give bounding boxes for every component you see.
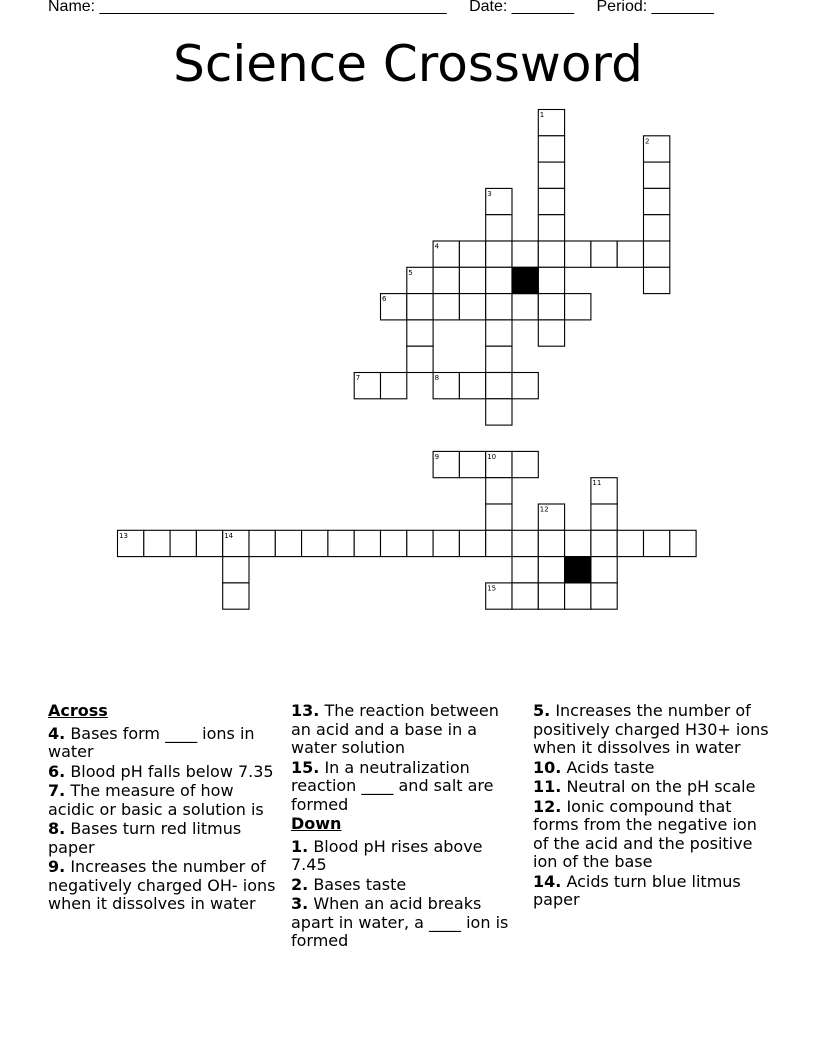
clue-text: Ionic compound that forms from the negative ion of the acid and the positive ion of the base — [533, 796, 757, 871]
clue-across-7 — [48, 782, 282, 819]
cell-number: 5 — [408, 268, 413, 277]
clue-text: In a neutralization reaction ____ and salt are formed — [291, 757, 494, 814]
down-heading: Down — [291, 814, 342, 833]
grid-cell[interactable] — [459, 267, 485, 293]
grid-cell[interactable] — [486, 267, 512, 293]
clue-down-12 — [533, 798, 769, 872]
grid-cell[interactable] — [644, 267, 670, 293]
clue-down-11 — [533, 778, 769, 797]
grid-cell[interactable] — [565, 241, 591, 267]
clue-number: 5. — [533, 701, 551, 720]
clue-number: 2. — [291, 874, 309, 894]
cell-number: 12 — [539, 505, 549, 514]
clue-down-14 — [533, 873, 769, 910]
grid-cell[interactable] — [486, 373, 512, 399]
grid-cell[interactable] — [512, 583, 538, 609]
clues-column-3 — [533, 702, 769, 911]
grid-cell[interactable] — [538, 136, 564, 162]
page-title: Science Crossword — [173, 35, 643, 93]
grid-cell[interactable] — [591, 241, 617, 267]
grid-cell[interactable] — [538, 557, 564, 583]
grid-cell[interactable] — [459, 530, 485, 556]
grid-cell[interactable] — [459, 373, 485, 399]
blocked-cell — [512, 267, 538, 293]
clue-text: Acids turn blue litmus paper — [533, 871, 741, 909]
clue-across-6 — [48, 763, 282, 782]
grid-cell[interactable] — [486, 478, 512, 504]
clues-column-1 — [48, 702, 282, 915]
grid-cell[interactable] — [223, 557, 249, 583]
cell-number: 4 — [434, 242, 440, 251]
clue-number: 10. — [533, 757, 562, 777]
grid-cell[interactable] — [591, 583, 617, 609]
clue-number: 15. — [291, 757, 320, 777]
grid-cell[interactable] — [486, 346, 512, 372]
clue-text: The measure of how acidic or basic a solution is — [48, 781, 264, 819]
grid-cell[interactable] — [617, 530, 643, 556]
grid-cell[interactable] — [644, 530, 670, 556]
grid-cell[interactable] — [275, 530, 301, 556]
cell-number: 13 — [119, 531, 128, 540]
grid-cell[interactable] — [328, 530, 354, 556]
name-field[interactable]: Name: _______________________________________ — [48, 0, 447, 15]
cell-number: 8 — [434, 374, 440, 382]
grid-cell[interactable] — [381, 373, 407, 399]
clue-text: Increases the number of positively charged H30+ ions when it dissolves in water — [533, 701, 769, 757]
grid-cell[interactable] — [565, 294, 591, 320]
clue-across-4 — [48, 725, 282, 762]
grid-cell[interactable] — [223, 583, 249, 609]
grid-cell[interactable] — [512, 241, 538, 267]
grid-cell[interactable] — [486, 294, 512, 320]
grid-cell[interactable] — [512, 530, 538, 556]
clue-text: Bases turn red litmus paper — [48, 819, 242, 857]
clues-column-2 — [291, 702, 523, 952]
clue-number: 6. — [48, 761, 66, 781]
period-field[interactable]: Period: _______ — [596, 0, 714, 15]
grid-cell[interactable] — [565, 583, 591, 609]
grid-cell[interactable] — [144, 530, 170, 556]
grid-cell[interactable] — [407, 346, 433, 372]
grid-cell[interactable] — [644, 188, 670, 214]
grid-cell[interactable] — [486, 399, 512, 425]
clue-down-1 — [291, 838, 523, 875]
grid-cell[interactable] — [644, 162, 670, 188]
grid-cell[interactable] — [538, 583, 564, 609]
cell-number: 11 — [592, 479, 602, 488]
grid-cell[interactable] — [486, 215, 512, 241]
grid-cell[interactable] — [459, 294, 485, 320]
grid-cell[interactable] — [302, 530, 328, 556]
grid-cell[interactable] — [486, 530, 512, 556]
clue-text: When an acid breaks apart in water, a ____ ion is formed — [291, 894, 509, 950]
grid-cell[interactable] — [591, 504, 617, 530]
grid-cell[interactable] — [591, 557, 617, 583]
date-field[interactable]: Date: _______ — [469, 0, 575, 15]
grid-cell[interactable] — [433, 294, 459, 320]
cell-number: 10 — [487, 452, 497, 461]
grid-cell[interactable] — [644, 241, 670, 267]
cell-number: 1 — [539, 111, 545, 119]
grid-cell[interactable] — [486, 241, 512, 267]
cell-number: 3 — [487, 189, 492, 198]
grid-cell[interactable] — [433, 530, 459, 556]
grid-cell[interactable] — [407, 294, 433, 320]
grid-cell[interactable] — [433, 267, 459, 293]
grid-cell[interactable] — [565, 530, 591, 556]
grid-cell[interactable] — [538, 530, 564, 556]
clue-text: Neutral on the pH scale — [566, 777, 756, 796]
cell-number: 15 — [487, 584, 497, 593]
clue-number: 13. — [291, 701, 320, 720]
clue-across-8 — [48, 820, 282, 857]
grid-cell[interactable] — [196, 530, 222, 556]
grid-cell[interactable] — [512, 373, 538, 399]
clue-down-10 — [533, 759, 769, 778]
clue-text: Blood pH rises above 7.45 — [291, 836, 483, 874]
clue-across-15 — [291, 759, 523, 815]
clue-number: 8. — [48, 819, 66, 838]
clue-down-5 — [533, 702, 769, 758]
grid-cell[interactable] — [512, 557, 538, 583]
grid-cell[interactable] — [538, 241, 564, 267]
grid-cell[interactable] — [512, 294, 538, 320]
blocked-cell — [565, 557, 591, 583]
clue-across-13 — [291, 702, 523, 758]
grid-cell[interactable] — [459, 451, 485, 477]
clue-text: Blood pH falls below 7.35 — [70, 761, 274, 781]
clue-down-3 — [291, 895, 523, 951]
grid-cell[interactable] — [486, 320, 512, 346]
clue-text: Bases form ____ ions in water — [48, 723, 255, 761]
cell-number: 7 — [355, 374, 361, 382]
clue-text: Increases the number of negatively charged OH- ions when it dissolves in water — [48, 857, 276, 913]
clue-number: 14. — [533, 871, 562, 891]
clue-number: 7. — [48, 781, 66, 800]
grid-cell[interactable] — [538, 162, 564, 188]
grid-cell[interactable] — [538, 320, 564, 346]
grid-cell[interactable] — [538, 188, 564, 214]
clue-across-9 — [48, 858, 282, 914]
across-heading: Across — [48, 701, 108, 720]
clue-number: 12. — [533, 796, 562, 816]
grid-cell[interactable] — [538, 215, 564, 241]
clue-number: 4. — [48, 723, 66, 743]
clue-text: Bases taste — [313, 874, 407, 894]
grid-cell[interactable] — [381, 530, 407, 556]
grid-cell[interactable] — [407, 320, 433, 346]
grid-cell[interactable] — [170, 530, 196, 556]
cell-number: 9 — [434, 452, 440, 461]
clue-number: 9. — [48, 857, 66, 876]
grid-cell[interactable] — [591, 530, 617, 556]
grid-cell[interactable] — [538, 267, 564, 293]
grid-cell[interactable] — [512, 451, 538, 477]
clue-text: The reaction between an acid and a base in a water solution — [291, 701, 499, 757]
grid-cell[interactable] — [354, 530, 380, 556]
grid-cell[interactable] — [617, 241, 643, 267]
grid-cell[interactable] — [486, 504, 512, 530]
cell-number: 14 — [224, 531, 234, 540]
grid-cell[interactable] — [249, 530, 275, 556]
clue-down-2 — [291, 876, 523, 895]
grid-cell[interactable] — [644, 215, 670, 241]
cell-number: 2 — [645, 137, 650, 146]
grid-cell[interactable] — [459, 241, 485, 267]
cell-number: 6 — [382, 295, 387, 304]
clue-number: 1. — [291, 836, 309, 856]
grid-cell[interactable] — [670, 530, 696, 556]
grid-cell[interactable] — [407, 530, 433, 556]
grid-cell[interactable] — [538, 294, 564, 320]
clue-text: Acids taste — [566, 757, 655, 777]
clue-number: 11. — [533, 777, 562, 796]
clue-number: 3. — [291, 894, 309, 913]
